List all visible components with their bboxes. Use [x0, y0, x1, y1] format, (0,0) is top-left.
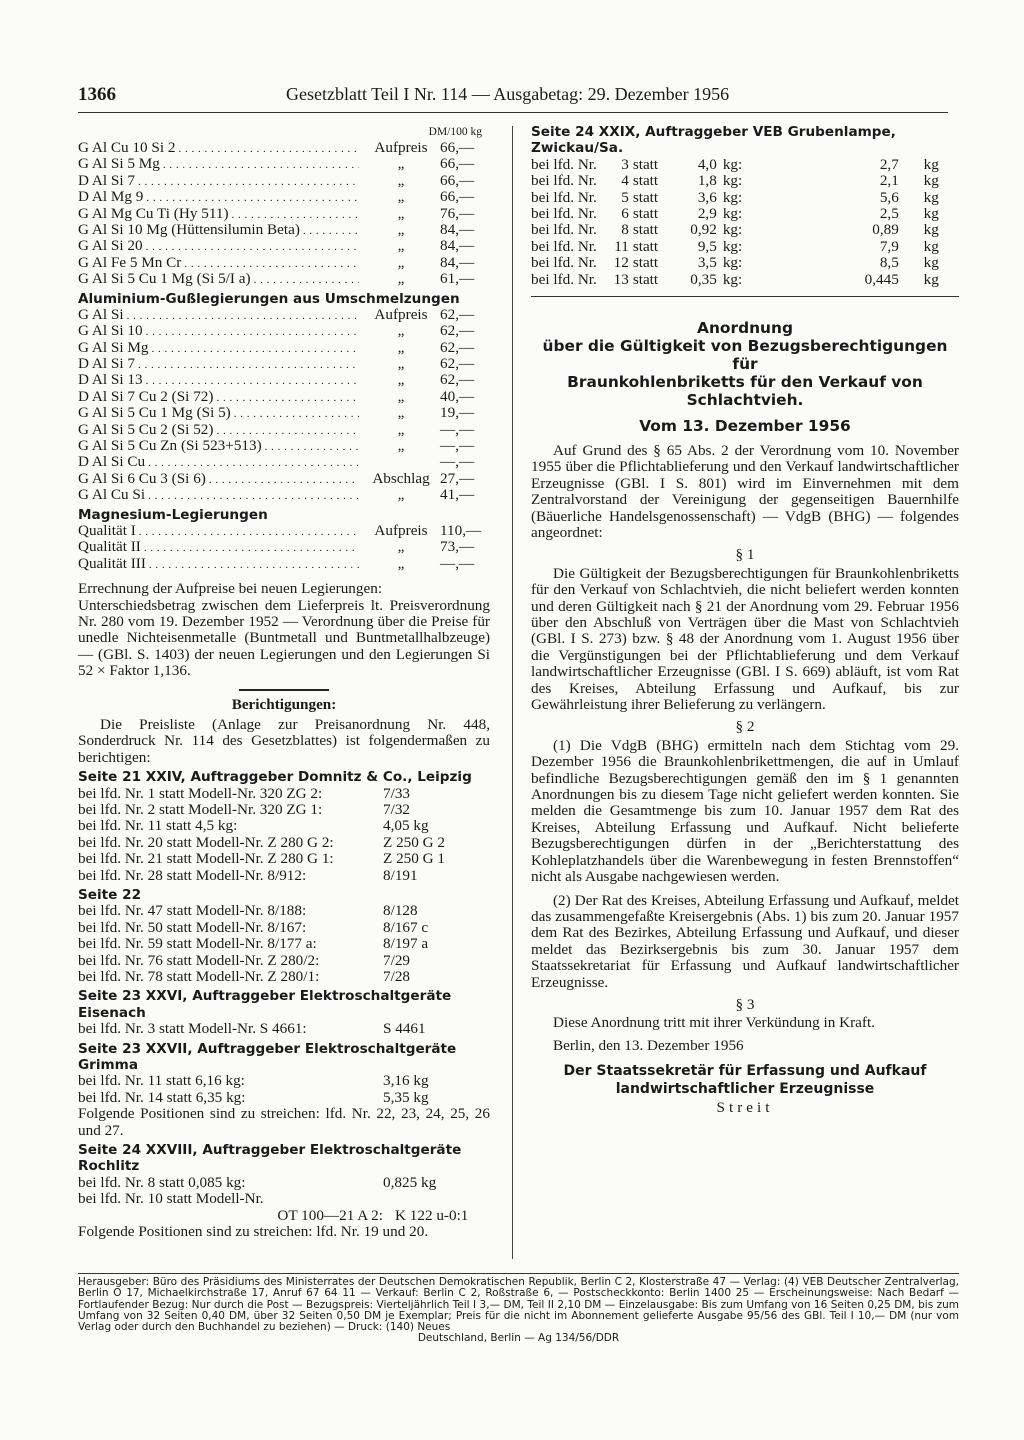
correction-cell: 1,8 — [697, 172, 717, 190]
paragraph-text: Die Gültigkeit der Bezugsberechtigungen für Braunkohlenbriketts für den Verkauf von Schlachtvieh, die nicht beliefert werden konnten und deren Gültigkeit nach § 21 der Anordnung vom 29. Februar 1956 über den Abschluß von Verträgen über die Mast von Schlachtvieh (GBl. I S. 273) bzw. § 48 der Anordnung vom 1. August 1956 über die Vergünstigungen bei der Pflichtablieferung und dem Verkauf landwirtschaftlicher Erzeugnisse (GBl. I S. 669) abläuft, ist vom Rat des Kreises, Abteilung Erfassung und Aufkauf, bis zur Gewährleistung ihrer Belieferung zu verlängern. — [531, 564, 959, 714]
leader-dots — [254, 271, 359, 288]
price-value: 62,— — [440, 322, 475, 340]
alloy-name: G Al Si 5 Cu 1 Mg (Si 5) — [78, 404, 231, 422]
correction-cell: 2,7 — [879, 155, 899, 173]
correction-row — [531, 222, 959, 238]
leader-dots — [138, 356, 359, 373]
price-type: „ — [397, 171, 405, 189]
price-type: „ — [397, 355, 405, 373]
correction-new: 5,35 kg — [383, 1088, 429, 1106]
alloy-row — [78, 189, 490, 205]
correction-cell: 8 — [621, 221, 629, 239]
correction-cell: kg — [923, 204, 939, 222]
correction-row — [78, 969, 490, 985]
correction-new: 8/128 — [383, 902, 418, 920]
paragraph-heading: § 1 — [735, 546, 755, 564]
price-value: 61,— — [440, 270, 475, 288]
correction-row — [78, 1175, 490, 1191]
correction-row — [78, 818, 490, 834]
correction-cell: 3 — [621, 155, 629, 173]
correction-new: 0,825 kg — [383, 1173, 437, 1191]
correction-old: bei lfd. Nr. 50 statt Modell-Nr. 8/167: — [78, 918, 307, 936]
correction-heading: Seite 24 XXVIII, Auftraggeber Elektroschaltgeräte Rochlitz — [78, 1141, 462, 1175]
correction-row — [531, 206, 959, 222]
correction-table — [531, 157, 959, 288]
deletion-note: Folgende Positionen sind zu streichen: lfd. Nr. 22, 23, 24, 25, 26 und 27. — [78, 1105, 490, 1139]
section-divider — [239, 689, 329, 691]
price-type: „ — [397, 538, 405, 556]
price-value: 62,— — [440, 338, 475, 356]
section-rule — [531, 296, 959, 297]
correction-cell: 5,6 — [879, 188, 899, 206]
alloy-name: G Al Cu 10 Si 2 — [78, 139, 176, 156]
price-type: „ — [397, 554, 405, 572]
correction-row — [78, 786, 490, 802]
alloy-row — [78, 422, 490, 438]
correction-cell: bei lfd. Nr. — [531, 188, 597, 206]
correction-cell: 8,5 — [879, 254, 899, 272]
page-header — [78, 84, 948, 110]
place-date: Berlin, den 13. Dezember 1956 — [553, 1036, 744, 1054]
price-type: „ — [397, 220, 405, 238]
alloy-name: D Al Mg 9 — [78, 188, 144, 206]
price-value: 84,— — [440, 237, 475, 255]
alloy-row — [78, 222, 490, 238]
alloy-row — [78, 405, 490, 421]
alloy-row — [78, 471, 490, 487]
correction-cell: 0,89 — [872, 221, 899, 239]
paragraph-text: Diese Anordnung tritt mit ihrer Verkündung in Kraft. — [553, 1014, 875, 1032]
correction-cell: kg: — [722, 270, 743, 288]
correction-cell: kg: — [722, 172, 743, 190]
correction-heading: Seite 23 XXVII, Auftraggeber Elektroschaltgeräte Grimma — [78, 1040, 457, 1073]
correction-old: bei lfd. Nr. 11 statt 4,5 kg: — [78, 817, 238, 835]
correction-cell: 0,35 — [690, 270, 717, 288]
price-type: Aufpreis — [374, 139, 428, 156]
alloy-row — [78, 438, 490, 454]
alloy-name: Qualität II — [78, 538, 141, 556]
signer-title: Der Staatssekretär für Erfassung und Aufkauf — [563, 1063, 927, 1080]
correction-row — [78, 835, 490, 851]
correction-cell: statt — [632, 155, 659, 173]
price-type: „ — [397, 338, 405, 356]
correction-new: 4,05 kg — [383, 817, 429, 835]
right-column — [531, 124, 959, 1117]
correction-cell: bei lfd. Nr. — [531, 204, 597, 222]
price-type: Abschlag — [372, 469, 430, 487]
alloy-name: G Al Si 6 Cu 3 (Si 6) — [78, 469, 206, 487]
alloy-name: G Al Si 5 Cu 1 Mg (Si 5/I a) — [78, 270, 251, 288]
correction-cell: 6 — [621, 204, 629, 222]
correction-cell: kg — [923, 270, 939, 288]
imprint-footer — [78, 1273, 959, 1345]
correction-cell: 5 — [621, 188, 629, 206]
correction-cell: bei lfd. Nr. — [531, 237, 597, 255]
correction-row — [531, 272, 959, 288]
price-type: „ — [397, 486, 405, 504]
correction-heading: Seite 23 XXVI, Auftraggeber Elektroschaltgeräte Eisenach — [78, 988, 452, 1021]
price-type: „ — [397, 437, 405, 455]
correction-cell: kg: — [722, 221, 743, 239]
price-type: „ — [397, 270, 405, 288]
correction-cell: 3,6 — [697, 188, 717, 206]
correction-old: bei lfd. Nr. 1 statt Modell-Nr. 320 ZG 2: — [78, 784, 323, 802]
correction-heading: Seite 21 XXIV, Auftraggeber Domnitz & Co., Leipzig — [78, 769, 472, 786]
price-value: 41,— — [440, 486, 475, 504]
leader-dots — [234, 405, 359, 422]
correction-row — [78, 1073, 490, 1089]
corrections-intro: Die Preisliste (Anlage zur Preisanordnung Nr. 448, Sonderdruck Nr. 114 des Gesetzblattes) ist folgendermaßen zu berichtigen: — [78, 716, 490, 766]
price-value: 62,— — [440, 371, 475, 389]
correction-list — [78, 1021, 490, 1037]
correction-cell: 13 — [613, 270, 629, 288]
price-value: 84,— — [440, 220, 475, 238]
correction-row — [531, 190, 959, 206]
correction-row — [531, 157, 959, 173]
correction-heading: Seite 24 XXIX, Auftraggeber VEB Grubenlampe, Zwickau/Sa. — [531, 124, 896, 157]
ordinance-title-line: über die Gültigkeit von Bezugsberechtigungen für — [542, 336, 948, 373]
correction-cell: 2,5 — [879, 204, 899, 222]
correction-old: bei lfd. Nr. 14 statt 6,35 kg: — [78, 1088, 246, 1106]
price-value: 110,— — [440, 522, 482, 540]
left-column — [78, 124, 490, 1240]
correction-old: bei lfd. Nr. 2 statt Modell-Nr. 320 ZG 1: — [78, 801, 323, 819]
alloy-name: G Al Mg Cu Ti (Hy 511) — [78, 204, 229, 222]
alloy-name: G Al Si — [78, 305, 124, 323]
page-number: 1366 — [78, 84, 116, 105]
correction-cell: kg — [923, 188, 939, 206]
alloy-name: G Al Si 20 — [78, 237, 143, 255]
correction-cell: statt — [632, 188, 659, 206]
correction-old: bei lfd. Nr. 20 statt Modell-Nr. Z 280 G 2: — [78, 833, 334, 851]
correction-row — [78, 903, 490, 919]
price-value: 66,— — [440, 171, 475, 189]
column-divider — [512, 126, 513, 1259]
leader-dots — [146, 189, 359, 206]
correction-cell: kg: — [722, 155, 743, 173]
correction-list — [78, 786, 490, 884]
leader-dots — [144, 539, 359, 556]
correction-old: bei lfd. Nr. 28 statt Modell-Nr. 8/912: — [78, 866, 307, 884]
leader-dots — [178, 140, 359, 157]
alloy-price-list-magnesium — [78, 523, 490, 572]
correction-cell: statt — [632, 270, 659, 288]
alloy-name: G Al Si 5 Cu Zn (Si 523+513) — [78, 437, 262, 455]
price-type: „ — [397, 371, 405, 389]
correction-new: 7/29 — [383, 951, 411, 969]
correction-row — [78, 868, 490, 884]
correction-row — [78, 953, 490, 969]
leader-dots — [138, 173, 359, 190]
correction-cell: 7,9 — [879, 237, 899, 255]
alloy-row — [78, 356, 490, 372]
alloy-name: G Al Si 10 — [78, 322, 143, 340]
imprint-last-line: Deutschland, Berlin — Ag 134/56/DDR — [417, 1332, 620, 1345]
correction-cell: statt — [632, 204, 659, 222]
correction-cell: 3,5 — [697, 254, 717, 272]
paragraph-heading: § 2 — [735, 718, 755, 736]
price-value: 40,— — [440, 387, 475, 405]
price-value: 19,— — [440, 404, 475, 422]
alloy-row — [78, 454, 490, 470]
leader-dots — [127, 307, 359, 324]
paragraph-text: (1) Die VdgB (BHG) ermitteln nach dem Stichtag vom 29. Dezember 1956 die Braunkohlenbrikettmengen, die auf in Umlauf befindliche Bezugsberechtigungen gemäß den im § 1 genannten Anordnungen bis zu diesem Tage nicht geliefert werden konnten. Sie melden die Gesamtmenge bis zum 10. Januar 1957 dem Rat des Kreises, Abteilung Erfassung und Aufkauf. Nicht belieferte Bezugsberechtigungen dürfen in der „Berichterstattung des Kohleplatzhandels über die Warenbewegung in festen Brennstoffen“ nicht als Ausgabe nachgewiesen werden. — [531, 736, 959, 886]
correction-cell: 4,0 — [697, 155, 717, 173]
alloy-row — [78, 340, 490, 356]
price-value: —,— — [440, 453, 475, 471]
correction-cell: statt — [632, 237, 659, 255]
correction-cell: kg — [923, 237, 939, 255]
correction-cell: kg — [923, 254, 939, 272]
price-type: „ — [397, 204, 405, 222]
alloy-row — [78, 523, 490, 539]
correction-cell: 2,9 — [697, 204, 717, 222]
correction-cell: bei lfd. Nr. — [531, 155, 597, 173]
correction-cell: 0,445 — [864, 270, 899, 288]
price-value: —,— — [440, 420, 475, 438]
correction-new: 3,16 kg — [383, 1072, 429, 1090]
preamble: Auf Grund des § 65 Abs. 2 der Verordnung vom 10. November 1955 über die Pflichtablieferung und den Verkauf landwirtschaftlicher Erzeugnisse (GBl. I S. 801) wird im Einvernehmen mit dem Zentralvorstand der Vereinigung der gegenseitigen Bauernhilfe (Bäuerliche Handelsgenossenschaft) — VdgB (BHG) — folgendes angeordnet: — [531, 441, 959, 541]
correction-row — [78, 1021, 490, 1037]
correction-cell: kg — [923, 221, 939, 239]
correction-row — [78, 1090, 490, 1106]
alloy-row — [78, 539, 490, 555]
ordinance-title-line: Braunkohlenbriketts für den Verkauf von — [567, 372, 923, 391]
correction-cell: kg: — [722, 237, 743, 255]
alloy-row — [78, 389, 490, 405]
alloy-name: G Al Si 5 Mg — [78, 155, 160, 173]
alloy-name: G Al Si Mg — [78, 338, 149, 356]
price-type: „ — [397, 237, 405, 255]
price-value: 76,— — [440, 204, 475, 222]
correction-cell: statt — [632, 221, 659, 239]
alloy-name: G Al Si 10 Mg (Hüttensilumin Beta) — [78, 220, 300, 238]
price-type: „ — [397, 387, 405, 405]
correction-cell: kg: — [722, 188, 743, 206]
alloy-price-list-remelt — [78, 307, 490, 504]
price-value: 27,— — [440, 469, 475, 487]
correction-list — [78, 903, 490, 985]
leader-dots — [209, 471, 359, 488]
alloy-row — [78, 271, 490, 287]
ordinance-title-line: Schlachtvieh. — [686, 390, 804, 409]
correction-new: Z 250 G 2 — [383, 833, 446, 851]
price-value: 66,— — [440, 139, 475, 156]
correction-old: OT 100—21 A 2: — [277, 1206, 383, 1224]
ordinance-title-line: Anordnung — [697, 318, 793, 337]
price-type: „ — [397, 322, 405, 340]
calc-heading: Errechnung der Aufpreise bei neuen Legierungen: — [78, 580, 383, 598]
alloy-row — [78, 487, 490, 503]
price-value: 62,— — [440, 355, 475, 373]
correction-cell: 9,5 — [697, 237, 717, 255]
correction-cell: 12 — [613, 254, 629, 272]
ordinance-title — [531, 319, 959, 409]
correction-cell: kg — [923, 155, 939, 173]
header-rule — [78, 112, 948, 113]
correction-cell: bei lfd. Nr. — [531, 270, 597, 288]
alloy-name: D Al Si Cu — [78, 453, 146, 471]
alloy-row — [78, 556, 490, 572]
alloy-row — [78, 307, 490, 323]
alloy-name: G Al Fe 5 Mn Cr — [78, 253, 182, 271]
alloy-row — [78, 372, 490, 388]
price-value: 84,— — [440, 253, 475, 271]
paragraph-heading: § 3 — [735, 995, 755, 1013]
alloy-name: D Al Si 13 — [78, 371, 143, 389]
correction-cell: bei lfd. Nr. — [531, 172, 597, 190]
correction-old: bei lfd. Nr. 11 statt 6,16 kg: — [78, 1072, 245, 1090]
price-value: —,— — [440, 437, 475, 455]
correction-row — [78, 1191, 490, 1207]
correction-old: bei lfd. Nr. 59 statt Modell-Nr. 8/177 a: — [78, 935, 317, 953]
correction-old: bei lfd. Nr. 78 statt Modell-Nr. Z 280/1: — [78, 967, 320, 985]
correction-list — [78, 1073, 490, 1106]
correction-new: 8/167 c — [383, 918, 429, 936]
correction-row — [531, 255, 959, 271]
leader-dots — [149, 556, 359, 573]
correction-new: S 4461 — [383, 1020, 426, 1038]
correction-row — [531, 173, 959, 189]
leader-dots — [139, 523, 359, 540]
imprint-text: Herausgeber: Büro des Präsidiums des Ministerrates der Deutschen Demokratischen Republik, Berlin C 2, Klosterstraße 47 — Verlag: (4) VEB Deutscher Zentralverlag, Berlin O 17, Michaelkirchstraße 17, Anruf 67 64 11 — Verkauf: Berlin C 2, Roßstraße 6, — Postscheckkonto: Berlin 1400 25 — Erscheinungsweise: Nach Bedarf — Fortlaufender Bezug: Nur durch die Post — Bezugspreis: Vierteljährlich Teil I 3,— DM, Teil II 2,10 DM — Einzelausgabe: Bis zum Umfang von 16 Seiten 0,25 DM, bis zum Umfang von 32 Seiten 0,40 DM, über 32 Seiten 0,50 DM je Exemplar; Preis für die nicht im Abonnement gelieferte Ausgabe 95/56 des GBl. Teil I 10,— DM (nur vom Verlag oder durch den Buchhandel zu beziehen) — Druck: (140) Neues — [78, 1276, 959, 1334]
correction-old: bei lfd. Nr. 3 statt Modell-Nr. S 4661: — [78, 1020, 307, 1038]
price-value: —,— — [440, 554, 475, 572]
leader-dots — [265, 438, 359, 455]
calc-text: Unterschiedsbetrag zwischen dem Lieferpreis lt. Preisverordnung Nr. 280 vom 19. Dezember 1952 — Verordnung über die Preise für unedle Nichteisenmetalle (Buntmetall und Buntmetallhalbzeuge) — (GBl. S. 1403) der neuen Legierungen und den Legierungen Si 52 × Faktor 1,136. — [78, 596, 490, 680]
signer-title: landwirtschaftlicher Erzeugnisse — [615, 1081, 875, 1098]
alloy-name: D Al Si 7 — [78, 171, 135, 189]
corrections-title: Berichtigungen: — [231, 695, 337, 713]
price-type: „ — [397, 404, 405, 422]
correction-cell: kg: — [722, 204, 743, 222]
price-value: 66,— — [440, 188, 475, 206]
correction-new: 8/197 a — [383, 935, 429, 953]
correction-row — [531, 239, 959, 255]
alloy-name: D Al Si 7 — [78, 355, 135, 373]
leader-dots — [151, 340, 359, 357]
correction-row — [78, 802, 490, 818]
alloy-name: Qualität III — [78, 554, 146, 572]
correction-cell: statt — [632, 254, 659, 272]
alloy-name: G Al Si 5 Cu 2 (Si 52) — [78, 420, 214, 438]
correction-old: bei lfd. Nr. 47 statt Modell-Nr. 8/188: — [78, 902, 307, 920]
correction-new: 7/28 — [383, 967, 411, 985]
alloy-row — [78, 173, 490, 189]
alloy-row — [78, 206, 490, 222]
alloy-name: Qualität I — [78, 522, 136, 540]
price-type: „ — [397, 155, 405, 173]
correction-heading: Seite 22 — [78, 887, 142, 903]
correction-new: K 122 u-0:1 — [395, 1206, 469, 1224]
leader-dots — [146, 323, 359, 340]
alloy-row — [78, 238, 490, 254]
unit-header: DM/100 kg — [428, 126, 482, 138]
correction-cell: bei lfd. Nr. — [531, 221, 597, 239]
correction-cell: kg: — [722, 254, 743, 272]
section-title: Magnesium-Legierungen — [78, 506, 268, 523]
correction-cell: statt — [632, 172, 659, 190]
price-type: „ — [397, 188, 405, 206]
price-value: 66,— — [440, 155, 475, 173]
alloy-row — [78, 323, 490, 339]
price-type: „ — [397, 253, 405, 271]
price-value: 73,— — [440, 538, 475, 556]
price-type: Aufpreis — [374, 522, 428, 540]
leader-dots — [163, 156, 359, 173]
correction-cell: kg — [923, 172, 939, 190]
correction-old: bei lfd. Nr. 21 statt Modell-Nr. Z 280 G 1: — [78, 850, 334, 868]
alloy-name: D Al Si 7 Cu 2 (Si 72) — [78, 387, 214, 405]
leader-dots — [303, 222, 359, 239]
correction-new: 7/33 — [383, 784, 411, 802]
alloy-price-list — [78, 140, 490, 288]
correction-old: bei lfd. Nr. 76 statt Modell-Nr. Z 280/2: — [78, 951, 320, 969]
alloy-row — [78, 140, 490, 156]
price-type: „ — [397, 420, 405, 438]
correction-old: bei lfd. Nr. 10 statt Modell-Nr. — [78, 1190, 264, 1208]
ordinance-date: Vom 13. Dezember 1956 — [639, 416, 851, 435]
correction-row — [78, 920, 490, 936]
section-title: Aluminium-Gußlegierungen aus Umschmelzungen — [78, 290, 460, 307]
price-value: 62,— — [440, 305, 475, 323]
alloy-row — [78, 255, 490, 271]
correction-row — [78, 851, 490, 867]
signer-name: Streit — [716, 1099, 774, 1117]
correction-row — [78, 1208, 490, 1224]
correction-cell: 0,92 — [690, 221, 717, 239]
price-type: Aufpreis — [374, 305, 428, 323]
correction-cell: 11 — [614, 237, 629, 255]
correction-cell: 2,1 — [879, 172, 899, 190]
correction-cell: 4 — [621, 172, 629, 190]
correction-cell: bei lfd. Nr. — [531, 254, 597, 272]
alloy-name: G Al Cu Si — [78, 486, 146, 504]
correction-old: bei lfd. Nr. 8 statt 0,085 kg: — [78, 1173, 246, 1191]
correction-row — [78, 936, 490, 952]
correction-new: 7/32 — [383, 801, 411, 819]
leader-dots — [148, 487, 359, 504]
alloy-row — [78, 156, 490, 172]
correction-new: 8/191 — [383, 866, 418, 884]
paragraph-text: (2) Der Rat des Kreises, Abteilung Erfassung und Aufkauf, meldet das zusammengefaßte Kreisergebnis (Abs. 1) bis zum 20. Januar 1957 dem Rat des Bezirkes, Abteilung Erfassung und Aufkauf, und dieser meldet das Bezirksergebnis bis zum 30. Januar 1957 dem Staatssekretariat für Erfassung und Aufkauf landwirtschaftlicher Erzeugnisse. — [531, 891, 959, 991]
deletion-note: Folgende Positionen sind zu streichen: lfd. Nr. 19 und 20. — [78, 1222, 429, 1240]
page-title: Gesetzblatt Teil I Nr. 114 — Ausgabetag: 29. Dezember 1956 — [286, 84, 730, 104]
correction-new: Z 250 G 1 — [383, 850, 446, 868]
leader-dots — [216, 389, 359, 406]
